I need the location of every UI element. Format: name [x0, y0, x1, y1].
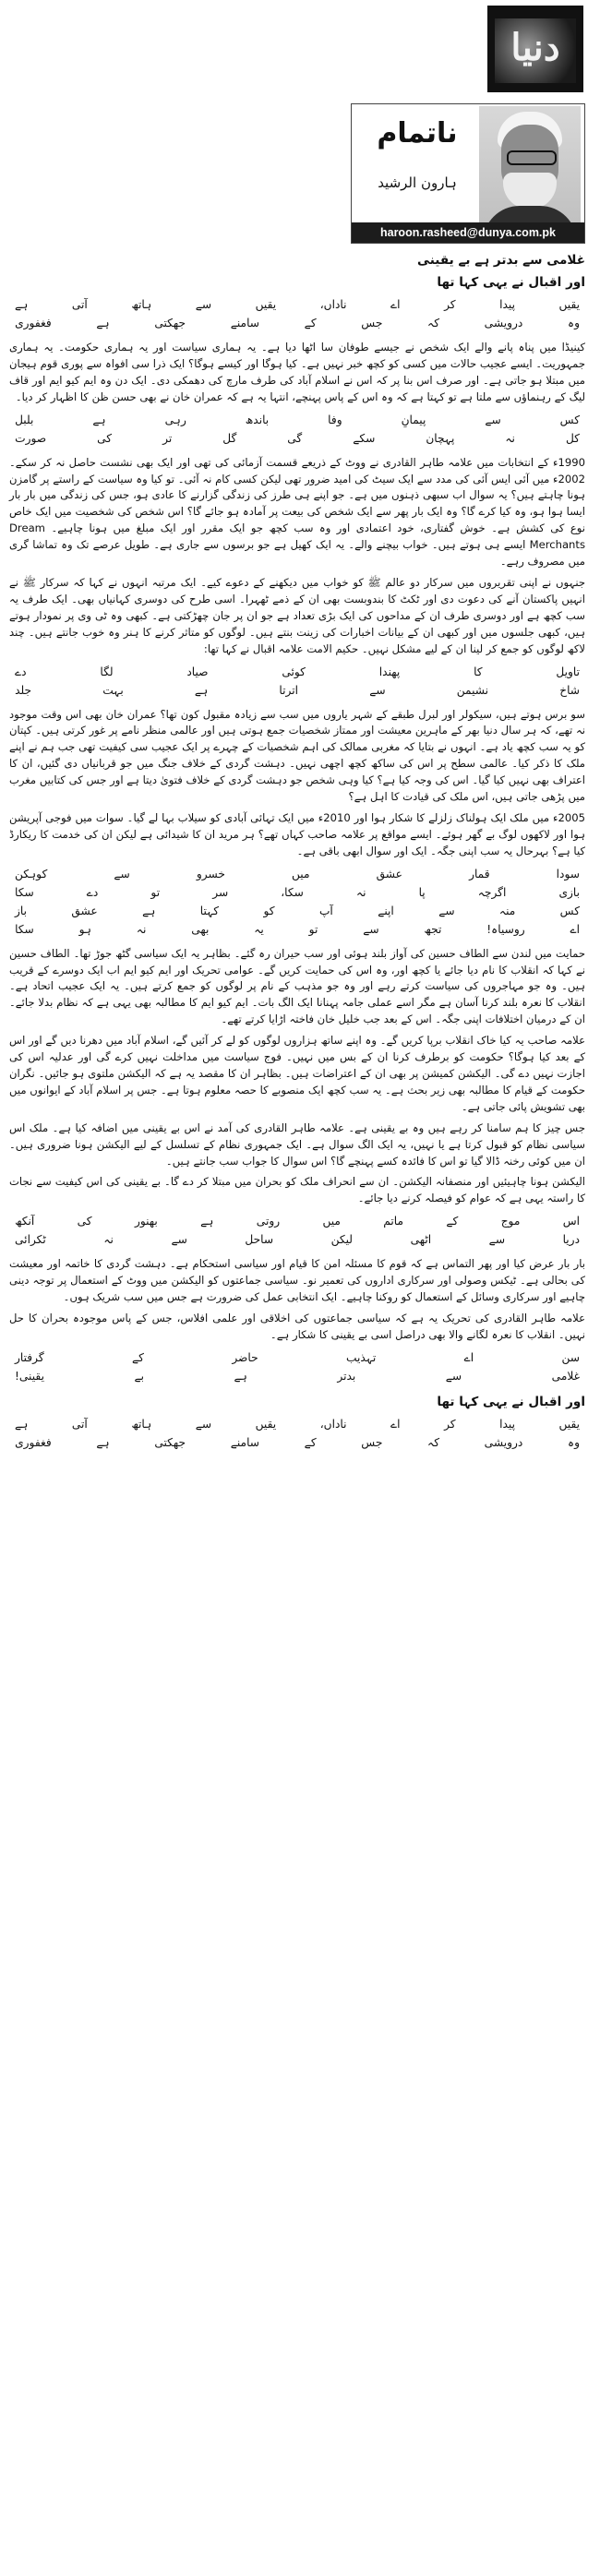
verse-word: باز — [15, 904, 28, 917]
verse-word: اپنے — [378, 904, 394, 917]
verse-word: صیاد — [186, 665, 209, 678]
verse-word: اترتا — [279, 683, 299, 697]
verse-word: یقیں — [558, 298, 580, 311]
paragraph: بار بار عرض کیا اور پھر التماس ہے کہ قوم کا مسئلہ امن کا قیام اور سیاسی استحکام ہے۔ دہشت گردی کا خاتمہ اور معیشت کی بحالی ہے۔ ٹیکس وصولی اور سرکاری اداروں کی تعمیر نو۔ سیاسی جماعتوں کو الیکشن میں ووٹ کے استعمال پر توجہ دینی چاہیے اور سرکاری وسائل کے استعمال کو روکنا چاہیے۔ ایک انتخابی عمل کی ضرورت ہے جس میں سب شریک ہوں۔ — [9, 1257, 585, 1304]
verse-word: کی — [77, 1215, 92, 1228]
verse-line — [9, 1230, 585, 1249]
verse-word: نہ — [103, 1233, 114, 1247]
verse-block — [9, 411, 585, 448]
verse-word: ہے — [194, 683, 209, 697]
verse-word: روسیاہ! — [486, 922, 525, 936]
author-portrait — [479, 106, 581, 239]
verse-word: میں — [322, 1215, 341, 1228]
verse-word: حاضر — [232, 1350, 258, 1364]
verse-word: سے — [363, 922, 379, 936]
column-title: ناتمام — [377, 117, 458, 150]
verse-word: آتی — [71, 298, 88, 311]
verse-word: اگرچہ — [477, 885, 507, 899]
verse-word: پیمانِ — [401, 413, 426, 426]
verse-block — [9, 1212, 585, 1249]
verse-word: یہ — [254, 922, 264, 936]
verse-word: پیدا — [499, 298, 515, 311]
verse-word: کوئی — [282, 665, 306, 678]
paragraph: 2005ء میں ملک ایک ہولناک زلزلے کا شکار ہوا اور 2010ء میں ایک تہائی آبادی کو سیلاب بہا لے گیا۔ سوات میں فوجی آپریشن ہوا اور لاکھوں لوگ بے گھر ہوئے۔ ایسے مواقع پر علامہ صاحب کہاں تھے؟ ہر مرید ان کا شیدائی ہے لیکن ان کی خدمت کا ریکارڈ کیا ہے؟ بہرحال یہ سب اپنی جگہ۔ ایک اور سوال ابھی باقی ہے۔ — [9, 810, 586, 857]
paragraph: سو برس ہوتے ہیں، سیکولر اور لبرل طبقے کے شہر یاروں میں سب سے زیادہ مقبول کون تھا؟ عمران خان بھی اس وقت موجود نہ تھے، کہ ہر سال دنیا بھر کے ماہرین معیشت اور ممتاز شخصیات جمع ہوتی ہیں اور عالمی منظر نامے پر غور کرتی ہیں۔ کپتان کو یہ سب کچھ یاد ہے۔ انہوں نے بتایا کہ مغربی ممالک کی اہم شخصیات کے چہرے پر ایک عجیب سی کیفیت تھی جب ہم نے اپنے ملک کا ذکر کیا۔ عالمی سطح پر اس کی ساکھ کچھ اچھی نہیں۔ دہشت گردی کے خلاف جنگ میں جو قربانیاں دی گئیں، ان کا اعتراف بھی نہیں کیا گیا۔ اس کی وجہ کیا ہے؟ کیا وہی شخص جو دہشت گردی کے خلاف فتویٰ دیتا ہے اور جس کی کتابیں مغرب میں پڑھی جاتی ہیں، اس ملک کی قیادت کا اہل ہے؟ — [9, 707, 585, 804]
verse-word: بلبل — [15, 413, 34, 426]
verse-word: وہ — [567, 1435, 580, 1449]
verse-word: جس — [361, 317, 383, 329]
verse-word: نہ — [136, 922, 147, 936]
verse-word: سے — [195, 298, 212, 311]
verse-word: موج — [500, 1215, 521, 1228]
verse-block — [9, 865, 585, 939]
verse-word: اے — [463, 1350, 474, 1364]
verse-word: تجھ — [424, 922, 442, 936]
verse-block — [9, 663, 585, 700]
verse-word: کہ — [427, 1435, 439, 1449]
verse-word: بھنور — [134, 1215, 158, 1228]
verse-word: کر — [444, 298, 456, 311]
verse-word: ہے — [92, 413, 106, 426]
verse-word: سودا — [556, 867, 580, 881]
verse-word: وہ — [567, 317, 580, 329]
verse-word: ہو — [78, 922, 92, 936]
paragraph: جنہوں نے اپنی تقریروں میں سرکار دو عالم ﷺ کو خواب میں دیکھنے کے دعوے کیے۔ ایک مرتبہ انہوں نے کہا کہ سرکار ﷺ نے انہیں پاکستان آنے کی دعوت دی اور ٹکٹ کا بندوبست بھی ان کے ذمے ٹھہرا۔ اسی طرح کی دوسری کہانیاں بھی۔ ایک طرف یہ سب کچھ ہے اور دوسری طرف ان کے مداحوں کی ایک بڑی تعداد ہے جو ان پر جان چھڑکتی ہے۔ کبھی وہ ٹی وی پر نمودار ہوتے ہیں، کبھی جلسوں میں اور کبھی ان کے بیانات اخبارات کی زینت بنتے ہیں۔ لوگوں کو متاثر کرنے کا ہنر وہ خوب جانتے ہیں۔ چند لاکھ لوگوں کو جمع کر لینا ان کے لیے مشکل نہیں۔ حکیم الامت علامہ اقبال نے کہا تھا: — [9, 575, 585, 655]
verse-word: بھی — [191, 922, 210, 936]
verse-line — [9, 902, 585, 920]
verse-word: ہے — [15, 298, 29, 311]
verse-word: سے — [369, 683, 386, 697]
verse-word: کر — [444, 1417, 456, 1431]
verse-line — [9, 1367, 585, 1385]
verse-word: اے — [570, 922, 580, 936]
article-headline: غلامی سے بدتر ہے بے یقینی — [416, 253, 585, 268]
verse-word: آپ — [318, 904, 333, 917]
verse-word: کہتا — [199, 904, 220, 917]
verse-word: تاویل — [556, 665, 580, 678]
verse-word: پہچان — [426, 431, 455, 445]
verse-word: کے — [132, 1350, 144, 1364]
verse-line — [9, 920, 585, 939]
verse-word: دریا — [562, 1233, 580, 1247]
verse-word: یقیں — [255, 298, 277, 311]
verse-word: آنکھ — [15, 1215, 35, 1228]
verse-word: ہے — [96, 317, 110, 329]
paragraph: جس چیز کا ہم سامنا کر رہے ہیں وہ بے یقینی ہے۔ علامہ طاہر القادری کی آمد نے اس بے یقینی میں اضافہ کیا ہے۔ ملک اس سیاسی نظام کو قبول کرتا ہے یا نہیں، یہ ایک الگ سوال ہے۔ ایک جمہوری نظام کے تسلسل کے لیے الیکشن ہونا ضروری ہیں۔ ان میں کوئی رخنہ ڈالا گیا تو اس کا فائدہ کسے پہنچے گا؟ اس سوال کا جواب سب جانتے ہیں۔ — [9, 1120, 585, 1168]
verse-word: ناداں، — [319, 298, 347, 311]
author-name: ہارون الرشید — [378, 174, 457, 191]
verse-word: سکا — [15, 922, 34, 936]
verse-word: یقیں — [558, 1417, 580, 1431]
verse-word: کہ — [427, 317, 439, 329]
verse-line — [9, 411, 585, 429]
verse-line — [9, 314, 585, 332]
verse-block — [9, 295, 585, 332]
verse-word: منہ — [498, 904, 516, 917]
verse-word: صورت — [15, 431, 47, 445]
verse-word: جھکتی — [154, 317, 186, 329]
newspaper-logo — [487, 6, 583, 92]
verse-word: عشق — [376, 867, 402, 881]
verse-word: عشق — [71, 904, 98, 917]
verse-line — [9, 865, 585, 883]
verse-word: نہ — [355, 885, 366, 899]
verse-line — [9, 1433, 585, 1452]
verse-line — [9, 663, 585, 681]
verse-word: روتی — [256, 1215, 281, 1228]
verse-line — [9, 295, 585, 314]
verse-block — [9, 1348, 585, 1385]
verse-word: غلامی — [551, 1369, 580, 1383]
verse-word: ناداں، — [319, 1417, 347, 1431]
verse-word: ساحل — [245, 1233, 274, 1247]
verse-word: یقیں — [255, 1417, 277, 1431]
verse-word: کس — [559, 904, 580, 917]
verse-word: بدتر — [337, 1369, 356, 1383]
verse-word: سکا، — [281, 885, 304, 899]
verse-line — [9, 429, 585, 448]
verse-word: سے — [171, 1233, 187, 1247]
verse-word: فغفوری — [15, 1435, 52, 1449]
verse-word: قمار — [469, 867, 490, 881]
verse-word: سامنے — [230, 317, 259, 329]
verse-word: ہاتھ — [131, 298, 152, 311]
verse-word: لگا — [100, 665, 114, 678]
verse-word: پھندا — [378, 665, 401, 678]
verse-word: ماتم — [383, 1215, 404, 1228]
verse-word: فغفوری — [15, 317, 52, 329]
verse-word: باندھ — [245, 413, 270, 426]
verse-word: جس — [361, 1435, 383, 1449]
verse-word: کے — [304, 1435, 317, 1449]
verse-word: بازی — [558, 885, 580, 899]
verse-word: تو — [150, 885, 161, 899]
verse-word: وفا — [328, 413, 342, 426]
verse-word: میں — [292, 867, 310, 881]
article-subhead: اور اقبال نے یہی کہا تھا — [437, 275, 585, 290]
verse-word: سے — [488, 1233, 506, 1247]
verse-word: اے — [390, 298, 401, 311]
verse-word: ہاتھ — [131, 1417, 152, 1431]
verse-word: نشیمن — [456, 683, 489, 697]
verse-word: درویشی — [484, 1435, 523, 1449]
verse-line — [9, 681, 585, 700]
logo-wordmark: دنیا — [510, 26, 560, 69]
verse-word: ہے — [234, 1369, 247, 1383]
verse-line — [9, 1348, 585, 1367]
closing-line: اور اقبال نے یہی کہا تھا — [437, 1394, 585, 1409]
verse-word: پیدا — [499, 1417, 515, 1431]
verse-word: آتی — [71, 1417, 88, 1431]
author-email[interactable]: haroon.rasheed@dunya.com.pk — [352, 222, 584, 243]
verse-word: اے — [390, 1417, 401, 1431]
paragraph: حمایت میں لندن سے الطاف حسین کی آواز بلند ہوئی اور سب حیران رہ گئے۔ بظاہر یہ ایک سیاسی گٹھ جوڑ تھا۔ الطاف حسین نے کہا کہ انقلاب کا نام دیا جائے یا کچھ اور، وہ اس کی حمایت کریں گے۔ عوامی تحریک اور ایم کیو ایم اب ایک دوسرے کے قریب ہیں۔ وہ جو مہاجروں کی سیاست کرتے رہے اور وہ جو مذہب کے نام پر لوگوں کو جمع کرتے ہیں۔ یہ ایک عجیب اتحاد ہے۔ انقلاب کا نعرہ بلند کرنا آسان ہے مگر اسے عملی جامہ پہنانا ایک الگ بات۔ ایم کیو ایم کا مطالبہ بھی یہی ہے کہ نظام بدلا جائے۔ ان کے درمیان اختلافات اپنی جگہ۔ اس کے بعد جب خلیل خان فاختہ اڑایا کرتے تھے۔ — [9, 946, 585, 1026]
verse-word: سامنے — [230, 1435, 259, 1449]
verse-word: کوہکن — [15, 867, 48, 881]
verse-word: خسرو — [196, 867, 225, 881]
verse-word: تر — [162, 431, 173, 445]
verse-word: دے — [15, 665, 27, 678]
paragraph: الیکشن ہونا چاہیئیں اور منصفانہ الیکشن۔ ان سے انحراف ملک کو بحران میں مبتلا کر دے گا۔ بے یقینی کی اس کیفیت سے نجات کا راستہ یہی ہے کہ عوام کو فیصلہ کرنے دیا جائے۔ — [9, 1175, 585, 1205]
paragraph: علامہ طاہر القادری کی تحریک یہ ہے کہ سیاسی جماعتوں کی اخلاقی اور علمی افلاس، جس کے پاس موجودہ بحران کا حل نہیں۔ انقلاب کا نعرہ لگانے والا بھی دراصل اسی بے یقینی کا شکار ہے۔ — [9, 1311, 585, 1341]
verse-word: کس — [559, 413, 580, 426]
verse-word: کی — [97, 431, 113, 445]
verse-word: سن — [561, 1350, 580, 1364]
verse-word: سکا — [15, 885, 34, 899]
paragraph: 1990ء کے انتخابات میں علامہ طاہر القادری نے ووٹ کے ذریعے قسمت آزمائی کی تھی اور ایک بھی نشست حاصل نہ کر سکے۔ 2002ء میں آئی ایس آئی کی مدد سے ایک سیٹ کی امید ضرور تھی لیکن کسی کام نہ آئی۔ تو کیا وہ سیاست کے راستے پر گامزن ہونا چاہتے ہیں؟ یہ سوال اب سبھی ذہنوں میں ہے۔ جو اپنے ہی طرز کی زندگی گزارنے کا عادی ہو، جس کی زندگی میں بار بار ایسا ہوا ہو، وہ کیا کرے گا؟ وہ ایک بار پھر سے ایک شخص کی بیعت پر آمادہ ہو جائے گا؟ اس شخص کی شخصیت میں ایک خاص نوع کی کشش ہے۔ خوش گفتاری، خود اعتمادی اور وہ سب کچھ جو ایک مقرر اور ایک مبلغ میں ہونا چاہیے۔ Dream Merchants ایسے ہی ہوتے ہیں۔ خواب بیچنے والے۔ یہ ایک کھیل ہے جو برسوں سے جاری ہے۔ طویل عرصے تک وہ تماشا گری میں مصروف رہے۔ — [9, 455, 585, 569]
verse-word: سر — [212, 885, 229, 899]
verse-word: سے — [445, 1369, 462, 1383]
verse-word: گل — [222, 431, 237, 445]
verse-word: ہے — [200, 1215, 214, 1228]
verse-word: بے — [134, 1369, 145, 1383]
verse-word: سے — [114, 867, 130, 881]
verse-word: درویشی — [484, 317, 523, 329]
verse-word: تہذیب — [345, 1350, 377, 1364]
verse-word: تو — [308, 922, 318, 936]
verse-word: کو — [263, 904, 275, 917]
paragraph: کینیڈا میں پناہ پانے والے ایک شخص نے جیسے طوفان سا اٹھا دیا ہے۔ یہ ہماری سیاست اور یہ ہماری حکومت۔ یہ ہماری جمہوریت۔ ایسے عجیب حالات میں کسی کو کچھ خبر نہیں ہے۔ کیا ہوگا اور کیسے ہوگا؟ ایک ذرا سی افواہ سے پوری قوم ہیجان میں مبتلا ہو جاتی ہے۔ اور صرف اس بنا پر کہ اس نے اسلام آباد کی طرف مارچ کی دھمکی دی۔ ایک دن وہ ایم کیو ایم اور قاف لیگ کے رہنماؤں سے ملتا ہے تو کہتا ہے کہ وہ اس کے پاس پہنچے، انتہا یہ ہے کہ عمران خان نے بھی حسن ظن کا اظہار کر دیا۔ — [9, 341, 585, 403]
verse-word: کل — [565, 431, 580, 445]
verse-word: جلد — [15, 683, 32, 697]
verse-word: ہے — [96, 1435, 110, 1449]
verse-word: سے — [438, 904, 455, 917]
verse-word: گی — [287, 431, 303, 445]
verse-word: سے — [195, 1417, 212, 1431]
verse-word: سکے — [353, 431, 376, 445]
verse-word: نہ — [505, 431, 515, 445]
verse-word: سے — [485, 413, 501, 426]
paragraph: علامہ صاحب یہ کیا خاک انقلاب برپا کریں گے۔ وہ اپنے ساتھ ہزاروں لوگوں کو لے کر آئیں گے، اسلام آباد میں دھرنا دیں گے اور اس کے بعد کیا ہوگا؟ حکومت کو برطرف کرنا ان کے بس میں نہیں۔ فوج سیاست میں مداخلت نہیں کرے گی اور عدلیہ اس کی اجازت نہیں دے گی۔ الیکشن کمیشن پر بھی ان کے اعتراضات ہیں۔ بظاہر ان کا مقصد یہ ہے کہ الیکشن ملتوی ہو جائیں۔ نگران حکومت کے قیام کا مطالبہ بھی زیر بحث ہے۔ یہ سب کچھ ایک منصوبے کا حصہ معلوم ہوتا ہے۔ جس پر اسلام آباد کے ایوانوں میں بھی تشویش پائی جاتی ہے۔ — [9, 1034, 585, 1113]
verse-word: رہی — [164, 413, 186, 426]
verse-word: جھکتی — [154, 1435, 186, 1449]
verse-word: کے — [446, 1215, 459, 1228]
verse-word: یقینی! — [15, 1369, 44, 1383]
verse-line — [9, 1212, 585, 1230]
verse-word: ہے — [142, 904, 156, 917]
verse-word: بہت — [102, 683, 124, 697]
verse-line — [9, 1415, 585, 1433]
article-body — [9, 249, 585, 1459]
verse-block — [9, 1415, 585, 1452]
verse-word: اٹھی — [410, 1233, 432, 1247]
verse-word: کے — [304, 317, 317, 329]
verse-word: ہے — [15, 1417, 29, 1431]
verse-word: ٹکرائی — [15, 1233, 46, 1247]
verse-word: شاخ — [559, 683, 580, 697]
verse-word: پا — [418, 885, 426, 899]
verse-word: دے — [86, 885, 99, 899]
verse-word: کا — [474, 665, 483, 678]
verse-word: اس — [562, 1215, 580, 1228]
verse-word: لیکن — [330, 1233, 354, 1247]
verse-line — [9, 883, 585, 902]
verse-word: گرفتار — [15, 1350, 44, 1364]
column-header — [351, 103, 585, 244]
